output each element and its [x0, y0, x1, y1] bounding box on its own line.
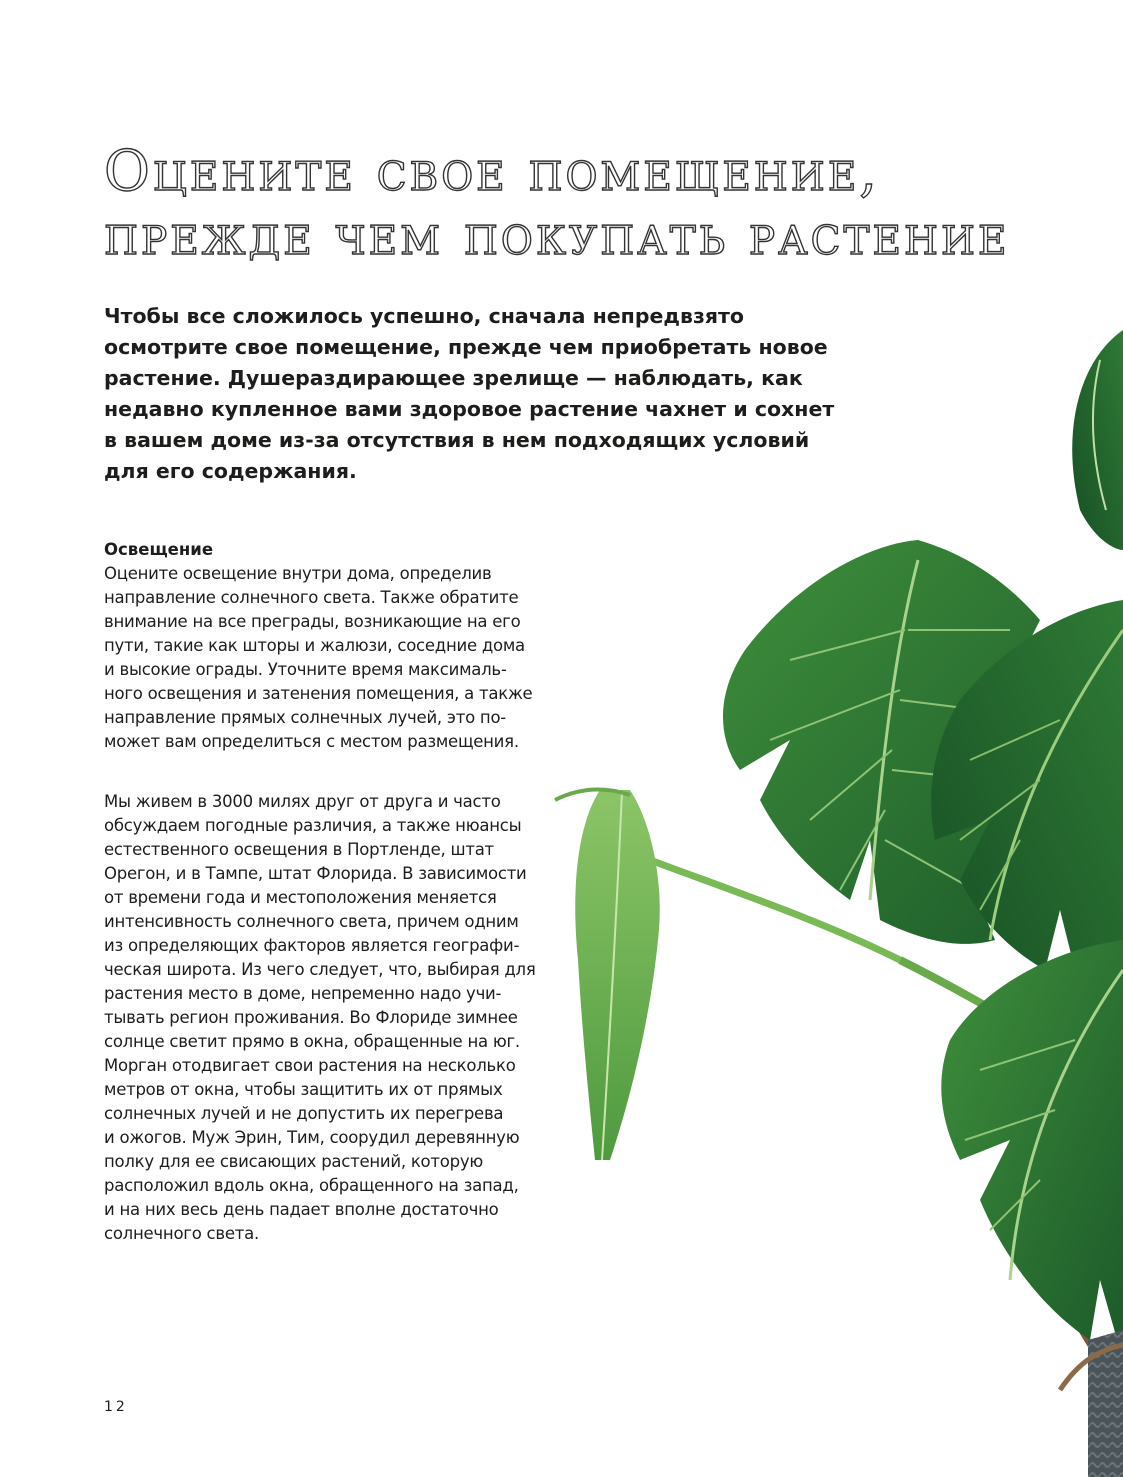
- lead-line: растение. Душераздирающее зрелище — наблюдать, как: [104, 366, 803, 390]
- text-line: и на них весь день падает вполне достаточно: [104, 1200, 499, 1219]
- text-line: солнце светит прямо в окна, обращенные на юг.: [104, 1032, 520, 1051]
- text-line: Орегон, и в Тампе, штат Флорида. В зависимости: [104, 864, 527, 883]
- text-line: и высокие ограды. Уточните время максималь-: [104, 660, 507, 679]
- text-line: расположил вдоль окна, обращенного на запад,: [104, 1176, 519, 1195]
- text-line: растения место в доме, непременно надо учи-: [104, 984, 502, 1003]
- text-line: может вам определиться с местом размещения.: [104, 732, 519, 751]
- body-paragraph-1: [104, 562, 554, 754]
- text-line: тывать регион проживания. Во Флориде зимнее: [104, 1008, 518, 1027]
- text-line: полку для ее свисающих растений, которую: [104, 1152, 483, 1171]
- text-line: солнечного света.: [104, 1224, 259, 1243]
- text-line: метров от окна, чтобы защитить их от прямых: [104, 1080, 503, 1099]
- page-title: [104, 140, 1009, 268]
- lead-line: недавно купленное вами здоровое растение чахнет и сохнет: [104, 397, 835, 421]
- text-line: Оцените освещение внутри дома, определив: [104, 564, 492, 583]
- lead-line: для его содержания.: [104, 459, 357, 483]
- text-line: естественного освещения в Портленде, штат: [104, 840, 494, 859]
- lead-paragraph: [104, 301, 835, 487]
- lead-line: осмотрите свое помещение, прежде чем приобретать новое: [104, 335, 828, 359]
- text-line: ческая широта. Из чего следует, что, выбирая для: [104, 960, 536, 979]
- text-line: интенсивность солнечного света, причем одним: [104, 912, 519, 931]
- text-line: из определяющих факторов является географи-: [104, 936, 520, 955]
- text-line: обсуждаем погодные различия, а также нюансы: [104, 816, 522, 835]
- body-paragraph-2: [104, 790, 554, 1246]
- text-line: от времени года и местоположения меняется: [104, 888, 497, 907]
- text-line: Морган отодвигает свои растения на несколько: [104, 1056, 516, 1075]
- text-line: направление солнечного света. Также обратите: [104, 588, 519, 607]
- text-line: солнечных лучей и не допустить их перегрева: [104, 1104, 504, 1123]
- text-line: и ожогов. Муж Эрин, Тим, соорудил деревянную: [104, 1128, 520, 1147]
- lead-line: в вашем доме из-за отсутствия в нем подходящих условий: [104, 428, 810, 452]
- page-number: 12: [104, 1399, 128, 1415]
- title-line-2: прежде чем покупать растение: [104, 203, 1010, 268]
- text-line: Мы живем в 3000 милях друг от друга и часто: [104, 792, 501, 811]
- text-line: пути, такие как шторы и жалюзи, соседние дома: [104, 636, 525, 655]
- section-heading: Освещение: [104, 540, 214, 559]
- title-line-1: Оцените свое помещение,: [104, 139, 881, 204]
- text-line: внимание на все преграды, возникающие на его: [104, 612, 521, 631]
- text-line: направление прямых солнечных лучей, это по-: [104, 708, 507, 727]
- lead-line: Чтобы все сложилось успешно, сначала непредвзято: [104, 304, 744, 328]
- text-line: ного освещения и затенения помещения, а также: [104, 684, 533, 703]
